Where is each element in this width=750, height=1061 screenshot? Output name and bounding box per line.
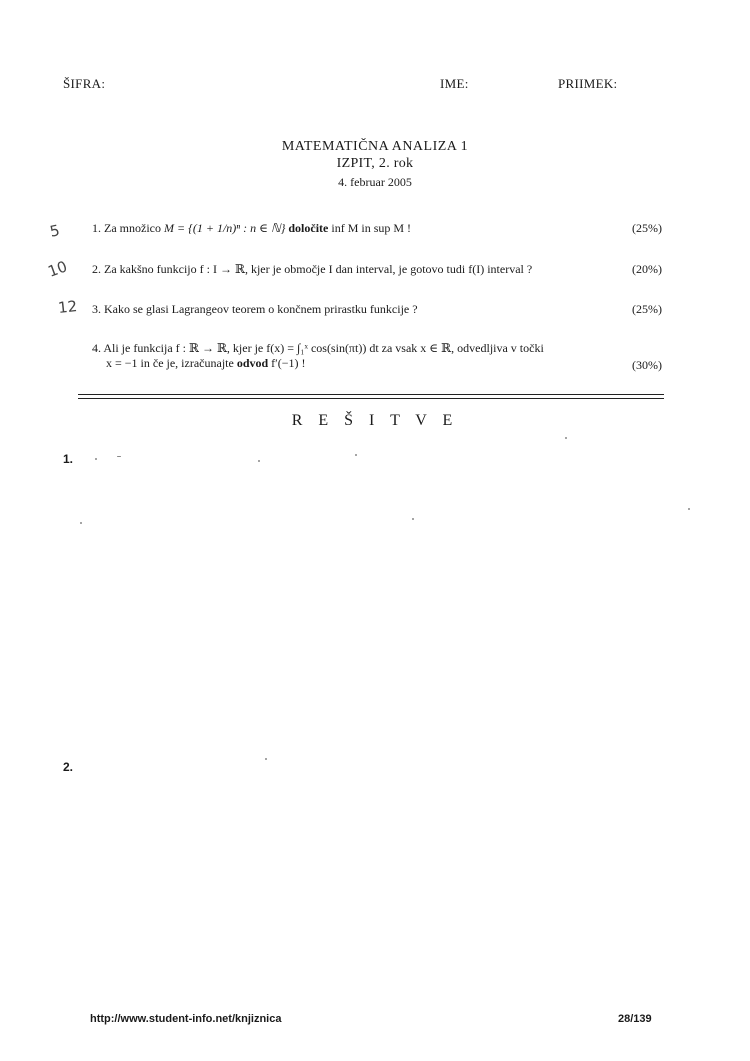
footer-page-number: 28/139 — [618, 1013, 652, 1025]
question-number: 2. — [92, 262, 101, 276]
question-2-percent: (20%) — [632, 262, 662, 276]
question-number: 4. — [92, 341, 101, 355]
grade-mark-q3: 12 — [57, 297, 78, 317]
solution-number-2: 2. — [63, 760, 74, 774]
solution-number-1: 1. — [63, 452, 74, 466]
question-number: 1. — [92, 221, 101, 235]
question-text-line2: x = −1 in če je, izračunajte — [106, 356, 237, 370]
scan-speck — [258, 460, 260, 462]
scan-speck — [117, 456, 121, 457]
question-1 — [92, 221, 612, 236]
scan-speck — [412, 518, 414, 520]
exam-title-block — [0, 138, 750, 191]
exam-date: 4. februar 2005 — [338, 175, 412, 189]
scan-speck — [355, 454, 357, 456]
question-3-percent: (25%) — [632, 302, 662, 316]
question-text-line2-end: f′(−1) ! — [268, 356, 306, 370]
scan-speck — [565, 437, 567, 439]
divider-bottom — [78, 398, 664, 399]
question-bold: odvod — [236, 356, 269, 370]
sifra-label: ŠIFRA: — [63, 76, 106, 91]
scan-speck — [80, 522, 82, 524]
divider-top — [78, 394, 664, 395]
question-bold: določite — [285, 221, 332, 235]
question-text-end: inf M in sup M ! — [331, 221, 412, 235]
course-title: MATEMATIČNA ANALIZA 1 — [281, 139, 469, 154]
question-4-percent: (30%) — [632, 358, 662, 372]
scan-speck — [95, 458, 97, 460]
question-text: Za množico — [104, 221, 164, 235]
scan-speck — [265, 758, 267, 760]
ime-label: IME: — [440, 76, 469, 91]
question-text: Za kakšno funkcijo f : I → ℝ, kjer je območje I dan interval, je gotovo tudi f(I) interval ? — [104, 262, 533, 276]
question-4 — [92, 341, 612, 371]
grade-mark-q1: 5 — [48, 221, 62, 241]
scan-speck — [688, 508, 690, 510]
exam-term: IZPIT, 2. rok — [336, 156, 414, 171]
question-3 — [92, 302, 612, 317]
question-2 — [92, 262, 612, 277]
priimek-label: PRIIMEK: — [558, 76, 618, 91]
footer-url: http://www.student-info.net/knjiznica — [90, 1013, 282, 1025]
question-1-percent: (25%) — [632, 221, 662, 235]
question-text-line1: Ali je funkcija f : ℝ → ℝ, kjer je f(x) = ∫₁ˣ cos(sin(πt)) dt za vsak x ∈ ℝ, odvedljiva v točki — [103, 341, 544, 355]
question-number: 3. — [92, 302, 101, 316]
grade-mark-q2: 10 — [45, 257, 70, 281]
question-math: M = {(1 + 1/n)ⁿ : n ∈ ℕ} — [163, 221, 286, 235]
question-text: Kako se glasi Lagrangeov teorem o končnem prirastku funkcije ? — [104, 302, 418, 316]
solutions-heading: R E Š I T V E — [291, 412, 459, 429]
